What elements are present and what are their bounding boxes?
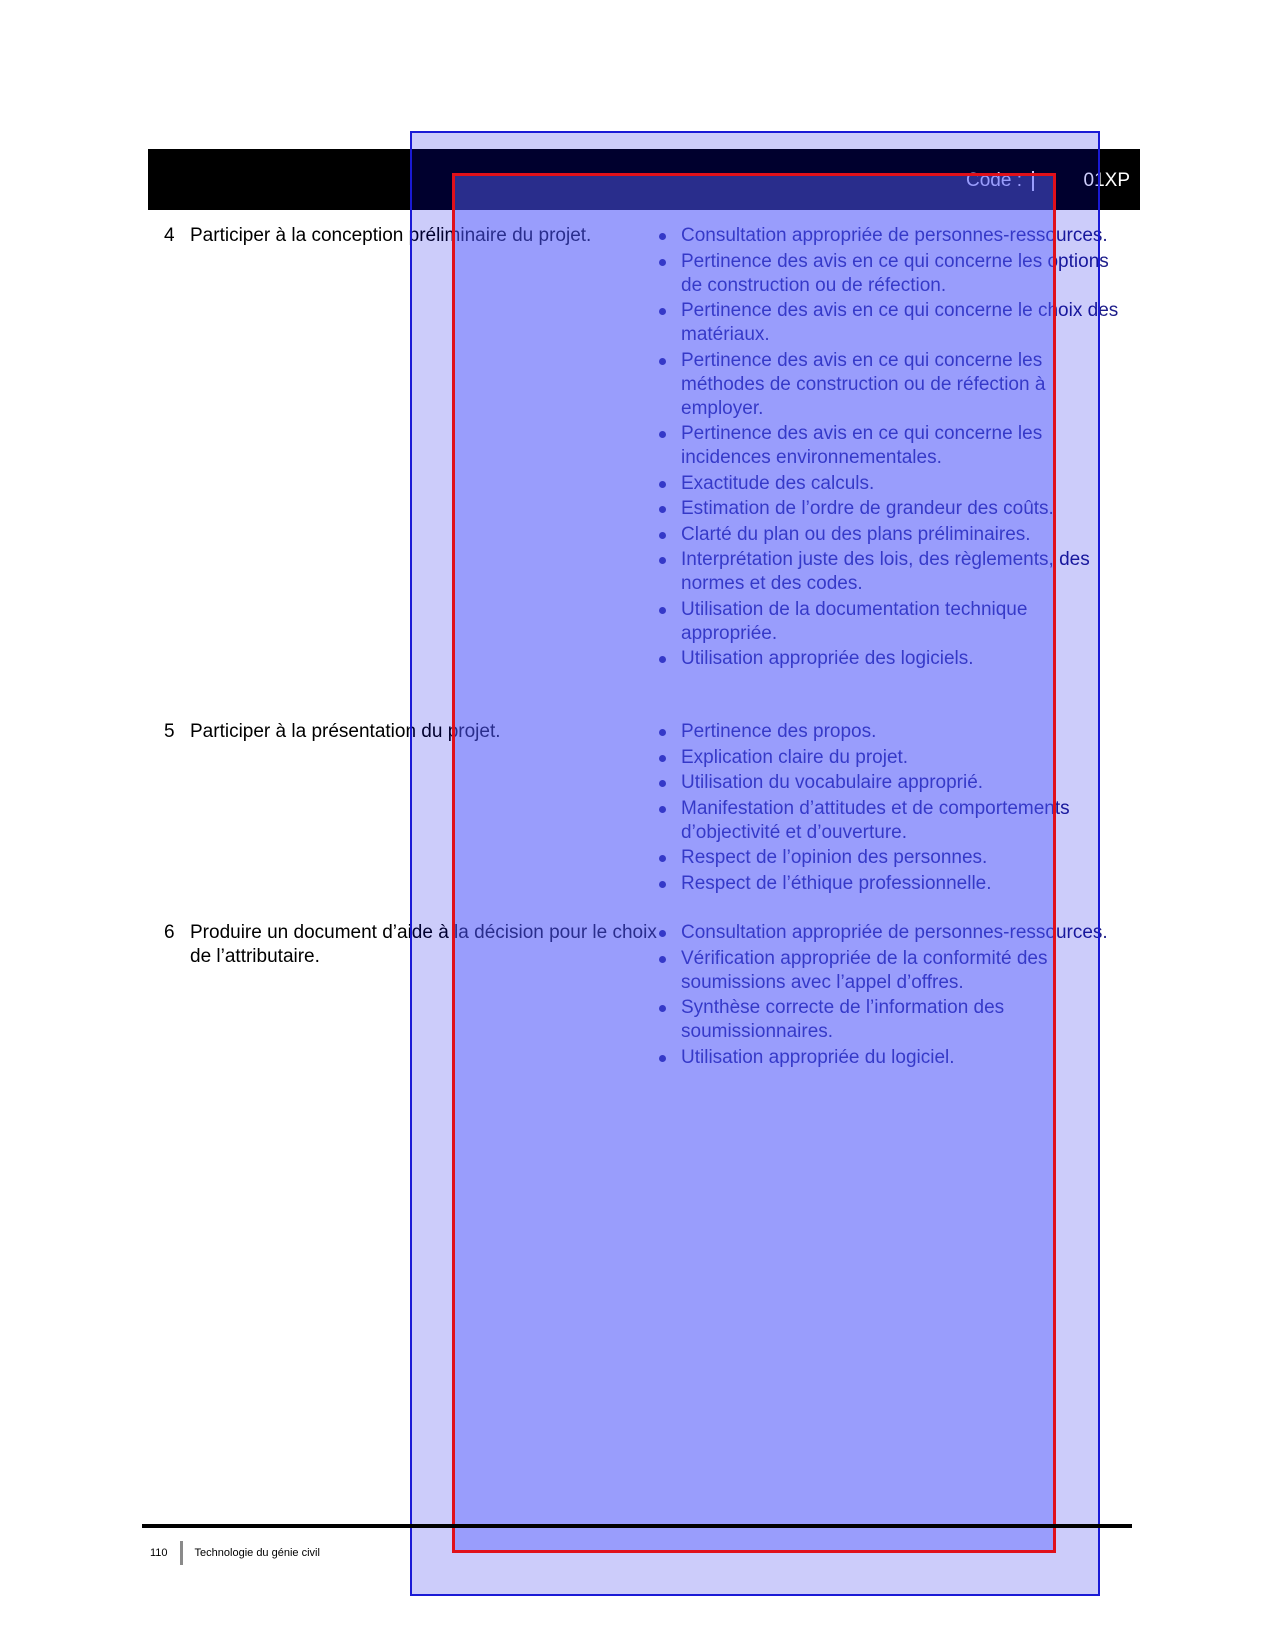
footer bbox=[150, 1541, 320, 1565]
criterion-item: Pertinence des avis en ce qui concerne les options de construction ou de réfection. bbox=[657, 250, 1122, 298]
criterion-item: Pertinence des avis en ce qui concerne les méthodes de construction ou de réfection à employer. bbox=[657, 349, 1122, 421]
footer-rule bbox=[142, 1524, 1132, 1528]
criterion-item: Explication claire du projet. bbox=[657, 746, 1122, 770]
competence-number: 6 bbox=[164, 922, 175, 943]
criterion-item: Synthèse correcte de l’information des soumissionnaires. bbox=[657, 996, 1122, 1044]
criterion-item: Pertinence des avis en ce qui concerne le choix des matériaux. bbox=[657, 299, 1122, 347]
criterion-item: Utilisation appropriée des logiciels. bbox=[657, 647, 1122, 671]
criterion-item: Consultation appropriée de personnes-ressources. bbox=[657, 224, 1122, 248]
criterion-item: Utilisation appropriée du logiciel. bbox=[657, 1046, 1122, 1070]
criterion-item: Respect de l’éthique professionnelle. bbox=[657, 872, 1122, 896]
criterion-item: Utilisation du vocabulaire approprié. bbox=[657, 771, 1122, 795]
criterion-item: Clarté du plan ou des plans préliminaires. bbox=[657, 523, 1122, 547]
criterion-item: Pertinence des avis en ce qui concerne les incidences environnementales. bbox=[657, 422, 1122, 470]
overlay-region-inner bbox=[452, 173, 1056, 1553]
criterion-item: Respect de l’opinion des personnes. bbox=[657, 846, 1122, 870]
competence-text: Participer à la conception préliminaire du projet. bbox=[190, 225, 592, 246]
criterion-item: Utilisation de la documentation technique appropriée. bbox=[657, 598, 1122, 646]
criterion-item: Pertinence des propos. bbox=[657, 720, 1122, 744]
code-label: Code : bbox=[966, 170, 1022, 191]
criterion-item: Estimation de l’ordre de grandeur des coûts. bbox=[657, 497, 1122, 521]
competence-number: 5 bbox=[164, 721, 175, 742]
criterion-item: Vérification appropriée de la conformité des soumissions avec l’appel d’offres. bbox=[657, 947, 1122, 995]
criterion-item: Interprétation juste des lois, des règlements, des normes et des codes. bbox=[657, 548, 1122, 596]
criterion-item: Exactitude des calculs. bbox=[657, 472, 1122, 496]
criterion-item: Manifestation d’attitudes et de comportements d’objectivité et d’ouverture. bbox=[657, 797, 1122, 845]
program-title: Technologie du génie civil bbox=[194, 1547, 320, 1559]
competence-text: Produire un document d’aide à la décision pour le choix de l’attributaire. bbox=[190, 922, 657, 967]
code-value: 01XP bbox=[1083, 170, 1130, 191]
page-number: 110 bbox=[150, 1547, 168, 1559]
footer-separator bbox=[180, 1541, 183, 1565]
competence-number: 4 bbox=[164, 225, 175, 246]
competence-text: Participer à la présentation du projet. bbox=[190, 721, 501, 742]
criterion-item: Consultation appropriée de personnes-ressources. bbox=[657, 921, 1122, 945]
